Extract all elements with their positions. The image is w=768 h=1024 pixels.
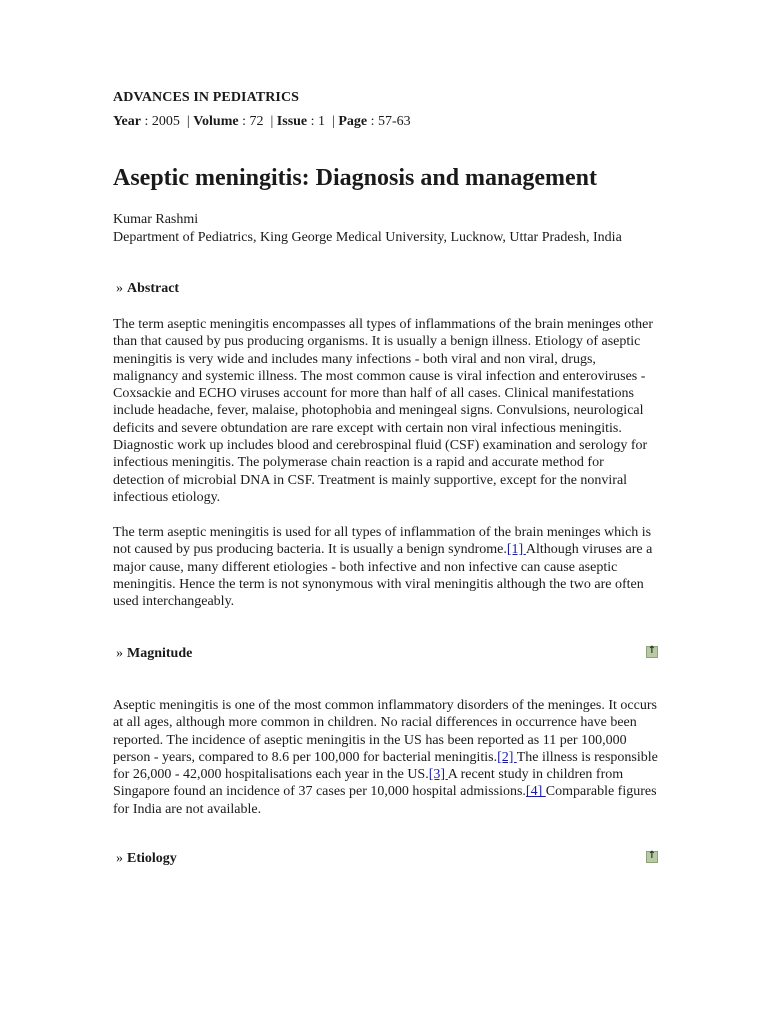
reference-link-2[interactable]: [2] [497, 749, 517, 765]
author-block [113, 211, 653, 246]
issue-value: 1 [318, 114, 326, 129]
page-label: Page [338, 114, 368, 129]
year-value: 2005 [151, 114, 180, 129]
magnitude-paragraph [113, 697, 658, 818]
reference-link-3[interactable]: [3] [428, 767, 448, 783]
author-affiliation: Department of Pediatrics, King George Medical University, Lucknow, Uttar Pradesh, India [113, 229, 622, 245]
raquo-icon: » [116, 851, 123, 866]
journal-name: ADVANCES IN PEDIATRICS [113, 90, 300, 105]
year-label: Year [113, 114, 141, 129]
section-heading-abstract [113, 281, 658, 299]
reference-link-1[interactable]: [1] [506, 542, 526, 558]
section-heading-label: Magnitude [127, 646, 193, 661]
citation-meta: Year : 2005 | Volume : 72 | Issue : 1 | Page : 57-63 [113, 114, 411, 129]
section-heading-label: Abstract [127, 281, 180, 296]
issue-label: Issue [276, 114, 308, 129]
back-to-top-button[interactable] [646, 646, 658, 658]
volume-label: Volume [193, 114, 239, 129]
abstract-paragraph: The term aseptic meningitis encompasses all types of inflammations of the brain meninges other than that caused by pus producing organisms. It is usually a benign illness. Etiology of aseptic meningitis is very wide and includes many infections - both viral and non viral, drugs, malignancy and systemic illness. The most common cause is viral infection and enteroviruses - Coxsackie and ECHO viruses account for more than half of all cases. Clinical manifestations include headache, fever, malaise, photophobia and meningeal signs. Convulsions, neurological deficits and severe obtundation are rare except with certain non viral infectious meningitis. Diagnostic work up includes blood and cerebrospinal fluid (CSF) examination and serology for infectious meningitis. The polymerase chain reaction is a rapid and accurate method for detection of microbial DNA in CSF. Treatment is mainly supportive, except for the nonviral infectious etiology. [113, 317, 654, 505]
volume-value: 72 [249, 114, 264, 129]
section-heading-label: Etiology [127, 851, 177, 866]
arrow-up-icon: ↑ [647, 850, 657, 861]
page-value: 57-63 [378, 114, 411, 129]
back-to-top-button[interactable] [646, 851, 658, 863]
intro-text-a: The term aseptic meningitis is used for all types of inflammation of the brain meninges which is not caused by pus producing bacteria. It is usually a benign syndrome. [113, 525, 652, 558]
reference-link-4[interactable]: [4] [525, 784, 546, 800]
magnitude-text-a: Aseptic meningitis is one of the most common inflammatory disorders of the meninges. It occurs at all ages, although more common in children. No racial differences in occurrence have been reported. The incidence of aseptic meningitis in the US has been reported as 11 per 100,000 person - years, compared to 8.6 per 100,000 for bacterial meningitis. [113, 698, 657, 765]
intro-text-b: Although viruses are a major cause, many different etiologies - both infective and non infective can cause aseptic meningitis. Hence the term is not synonymous with viral meningitis although the two are often used interchangeably. [113, 542, 653, 610]
section-heading-magnitude [113, 646, 658, 664]
magnitude-text-b: The illness is responsible for 26,000 - 42,000 hospitalisations each year in the US. [113, 749, 658, 783]
magnitude-text-d: Comparable figures for India are not available. [113, 784, 657, 817]
magnitude-text-c: A recent study in children from Singapore found an incidence of 37 cases per 10,000 hospital admissions. [113, 767, 624, 800]
arrow-up-icon: ↑ [647, 645, 657, 656]
intro-paragraph [113, 524, 658, 610]
raquo-icon: » [116, 281, 123, 296]
raquo-icon: » [116, 646, 123, 661]
section-heading-etiology [113, 851, 658, 869]
author-name: Kumar Rashmi [113, 212, 199, 227]
article-title: Aseptic meningitis: Diagnosis and management [113, 165, 598, 191]
